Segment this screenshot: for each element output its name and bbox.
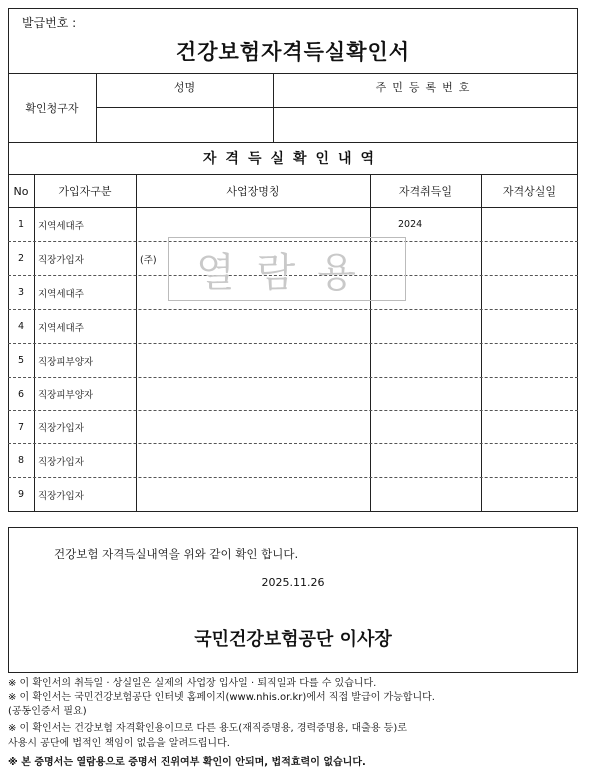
note-4: ※ 본 증명서는 열람용으로 증명서 진위여부 확인이 안되며, 법적효력이 없습니다. <box>8 757 366 768</box>
row-type: 직장가입자 <box>38 254 84 266</box>
row-workplace <box>136 444 370 477</box>
row-workplace: (주) <box>140 254 157 266</box>
row-type: 직장가입자 <box>38 456 84 468</box>
row-acquired <box>370 344 481 377</box>
row-type: 직장가입자 <box>38 423 84 434</box>
document-title: 건강보험자격득실확인서 <box>175 40 411 64</box>
row-lost <box>481 478 578 511</box>
rrn-header: 주민등록번호 <box>375 81 476 94</box>
col-header-type: 가입자구분 <box>58 185 112 198</box>
row-type: 직장피부양자 <box>38 390 94 401</box>
issuer-name: 국민건강보험공단 이사장 <box>194 629 392 650</box>
col-header-acquired: 자격취득일 <box>398 185 453 198</box>
col-header-workplace: 사업장명칭 <box>226 185 280 198</box>
view-only-watermark: 열람용 <box>168 237 406 301</box>
requester-label: 확인청구자 <box>25 102 79 115</box>
row-lost <box>481 276 578 309</box>
issue-date: 2025.11.26 <box>261 576 325 589</box>
row-type: 직장가입자 <box>38 490 84 502</box>
row-workplace <box>136 478 370 511</box>
row-lost <box>481 310 578 343</box>
row-type: 지역세대주 <box>38 220 84 232</box>
row-workplace <box>136 344 370 377</box>
row-workplace <box>136 310 370 343</box>
row-acquired <box>370 378 481 410</box>
row-type: 지역세대주 <box>38 288 84 300</box>
issue-number-label: 발급번호 : <box>22 16 77 30</box>
row-lost <box>481 444 578 477</box>
row-lost <box>481 208 578 241</box>
row-type: 직장피부양자 <box>38 356 94 368</box>
note-1: ※ 이 확인서의 취득일 · 상실일은 실제의 사업장 입사일 · 퇴직일과 다를 수 있습니다. <box>8 678 377 689</box>
row-acquired <box>370 411 481 443</box>
note-3: ※ 이 확인서는 건강보험 자격확인용이므로 다른 용도(재직증명용, 경력증명용, 대출용 등)로 <box>8 723 407 734</box>
row-acquired <box>370 478 481 511</box>
section-title: 자격득실확인내역 <box>202 151 384 167</box>
note-3-sub: 사용시 공단에 법적인 책임이 없음을 알려드립니다. <box>8 738 230 749</box>
row-no: 1 <box>17 219 25 230</box>
col-header-no: No <box>13 184 29 198</box>
row-workplace <box>136 378 370 410</box>
row-acquired <box>370 310 481 343</box>
row-no: 4 <box>17 321 25 332</box>
name-header: 성명 <box>173 81 196 94</box>
row-acquired <box>370 444 481 477</box>
row-lost <box>481 378 578 410</box>
row-no: 9 <box>17 489 25 500</box>
row-no: 8 <box>17 455 25 466</box>
row-acquired: 2024 <box>398 219 423 230</box>
row-no: 6 <box>17 388 25 400</box>
col-header-lost: 자격상실일 <box>502 185 557 198</box>
row-no: 5 <box>17 355 25 366</box>
row-workplace <box>136 411 370 443</box>
note-2-sub: (공동인증서 필요) <box>8 706 87 717</box>
row-no: 2 <box>17 253 25 264</box>
row-lost <box>481 242 578 275</box>
row-type: 지역세대주 <box>38 322 84 334</box>
confirmation-statement: 건강보험 자격득실내역을 위와 같이 확인 합니다. <box>54 547 299 561</box>
row-lost <box>481 411 578 443</box>
row-no: 3 <box>17 287 25 298</box>
note-2: ※ 이 확인서는 국민건강보험공단 인터넷 홈페이지(www.nhis.or.kr)에서 직접 발급이 가능합니다. <box>8 692 435 703</box>
row-no: 7 <box>17 421 25 433</box>
row-lost <box>481 344 578 377</box>
